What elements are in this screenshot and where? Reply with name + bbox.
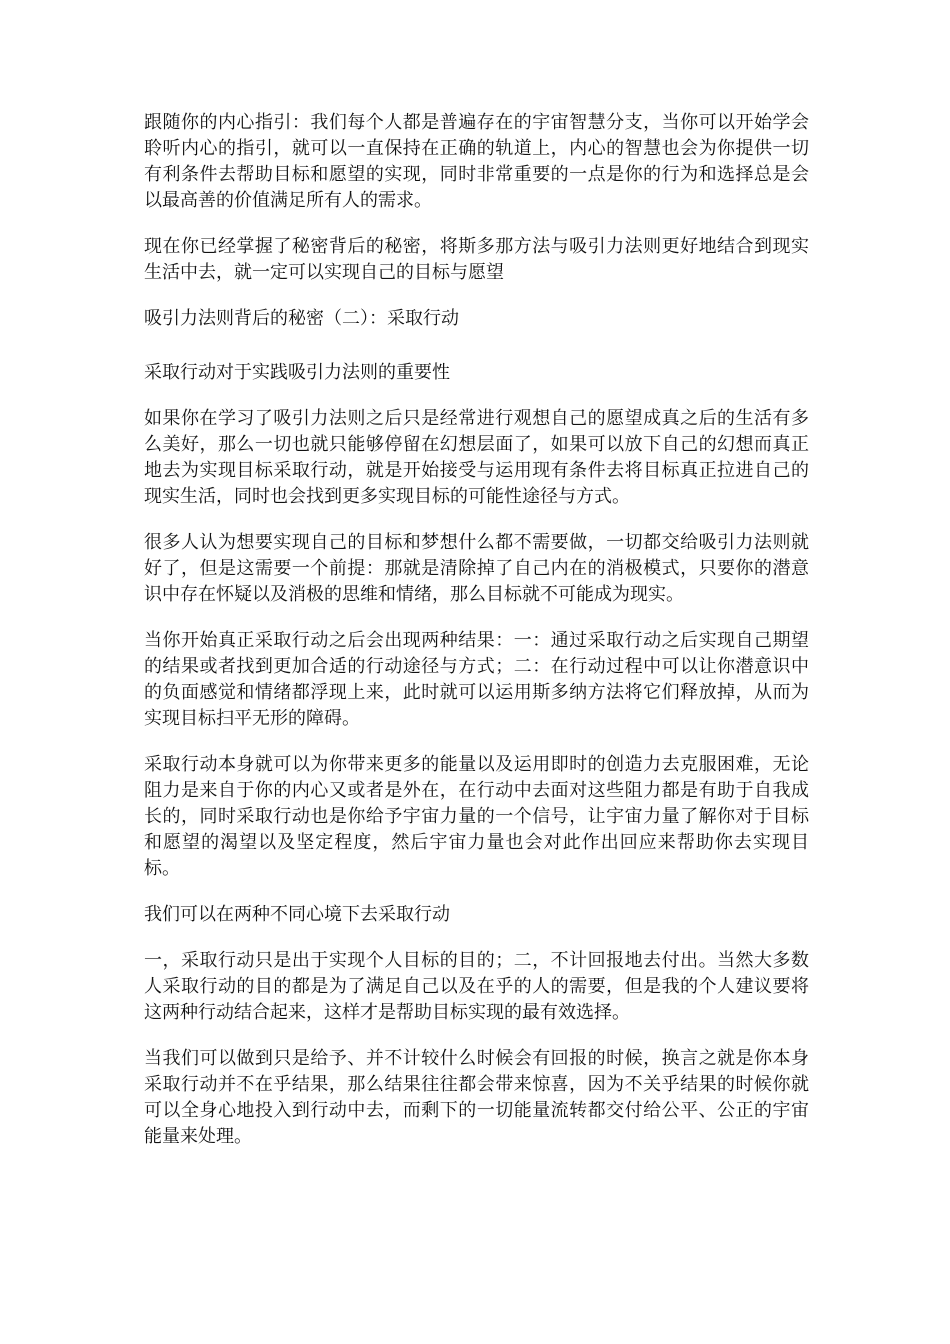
paragraph-two-mindsets-intro: 我们可以在两种不同心境下去采取行动 (144, 904, 450, 925)
section-heading-take-action: 吸引力法则背后的秘密（二）：采取行动 (144, 308, 459, 329)
document-body (144, 110, 809, 1170)
subheading-importance-of-action: 采取行动对于实践吸引力法则的重要性 (144, 362, 450, 383)
paragraph-beyond-visualization: 如果你在学习了吸引力法则之后只是经常进行观想自己的愿望成真之后的生活有多么美好，那么一切也就只能够停留在幻想层面了，如果可以放下自己的幻想而真正地去为实现目标采取行动，就是开始接受与运用现有条件去将目标真正拉进自己的现实生活，同时也会找到更多实现目标的可能性途径与方式。 (144, 408, 809, 507)
paragraph-inner-guidance: 跟随你的内心指引：我们每个人都是普遍存在的宇宙智慧分支，当你可以开始学会聆听内心的指引，就可以一直保持在正确的轨道上，内心的智慧也会为你提供一切有利条件去帮助目标和愿望的实现，同时非常重要的一点是你的行为和选择总是会以最高善的价值满足所有人的需求。 (144, 112, 809, 211)
paragraph-action-brings-energy: 采取行动本身就可以为你带来更多的能量以及运用即时的创造力去克服困难，无论阻力是来自于你的内心又或者是外在，在行动中去面对这些阻力都是有助于自我成长的，同时采取行动也是你给予宇宙力量的一个信号，让宇宙力量了解你对于目标和愿望的渴望以及坚定程度，然后宇宙力量也会对此作出回应来帮助你去实现目标。 (144, 754, 809, 879)
paragraph-giving-without-expectation: 当我们可以做到只是给予、并不计较什么时候会有回报的时候，换言之就是你本身采取行动并不在乎结果，那么结果往往都会带来惊喜，因为不关乎结果的时候你就可以全身心地投入到行动中去，而剩下的一切能量流转都交付给公平、公正的宇宙能量来处理。 (144, 1048, 809, 1147)
paragraph-two-mindsets: 一，采取行动只是出于实现个人目标的目的；二，不计回报地去付出。当然大多数人采取行动的目的都是为了满足自己以及在乎的人的需要，但是我的个人建议要将这两种行动结合起来，这样才是帮助目标实现的最有效选择。 (144, 950, 809, 1023)
paragraph-secret-behind-secret: 现在你已经掌握了秘密背后的秘密，将斯多那方法与吸引力法则更好地结合到现实生活中去，就一定可以实现自己的目标与愿望 (144, 236, 809, 283)
paragraph-clear-negative-patterns: 很多人认为想要实现自己的目标和梦想什么都不需要做，一切都交给吸引力法则就好了，但是这需要一个前提：那就是清除掉了自己内在的消极模式，只要你的潜意识中存在怀疑以及消极的思维和情绪，那么目标就不可能成为现实。 (144, 532, 809, 605)
paragraph-two-outcomes: 当你开始真正采取行动之后会出现两种结果：一：通过采取行动之后实现自己期望的结果或者找到更加合适的行动途径与方式；二：在行动过程中可以让你潜意识中的负面感觉和情绪都浮现上来，此时就可以运用斯多纳方法将它们释放掉，从而为实现目标扫平无形的障碍。 (144, 630, 809, 729)
